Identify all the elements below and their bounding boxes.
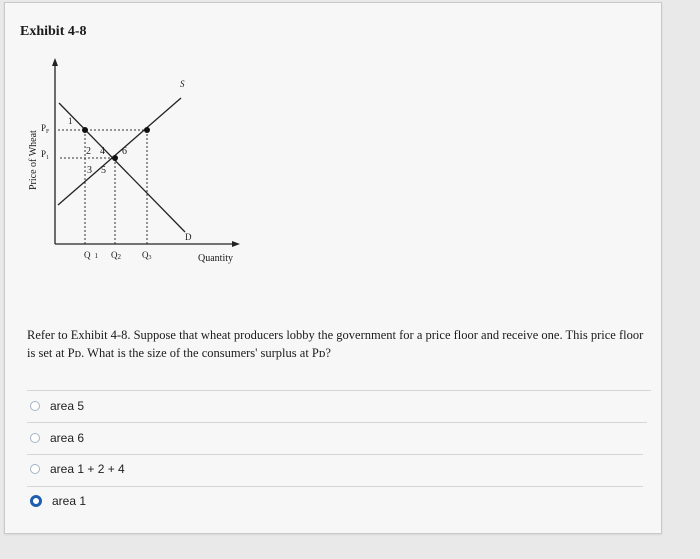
area-4-label: 4 <box>100 146 105 157</box>
exhibit-title: Exhibit 4-8 <box>20 24 87 39</box>
question-text: Refer to Exhibit 4-8. Suppose that wheat producers lobby the government for a price floor and receive one. This price floor is set at Pᴅ. What is the size of the consumers' surplus at Pᴅ? <box>27 328 644 360</box>
y-axis-label: Price of Wheat <box>28 130 39 190</box>
area-3-label: 3 <box>87 165 92 176</box>
option-label: area 5 <box>50 399 85 413</box>
option-label: area 1 + 2 + 4 <box>50 462 125 476</box>
equilibrium-price-label: $P_1$ <box>41 149 50 161</box>
supply-curve <box>58 98 181 205</box>
x-axis-arrow <box>232 241 240 247</box>
q3-label: Q3 <box>142 250 152 261</box>
area-2-label: 2 <box>86 146 91 157</box>
demand-curve <box>59 103 185 232</box>
radio-button-selected[interactable] <box>30 495 42 507</box>
option-area-6[interactable] <box>30 428 84 448</box>
divider <box>27 454 643 455</box>
y-axis-arrow <box>52 58 58 66</box>
option-area-1[interactable] <box>30 491 86 511</box>
demand-label: D <box>185 232 192 242</box>
divider <box>27 390 651 391</box>
price-floor-label: $P_F$ <box>41 123 50 135</box>
divider <box>27 422 647 423</box>
area-6-label: 6 <box>122 146 127 157</box>
area-5-label: 5 <box>101 165 106 176</box>
supply-label: S <box>180 79 185 89</box>
divider <box>27 486 643 487</box>
option-label: area 1 <box>52 494 87 508</box>
radio-button[interactable] <box>30 464 40 474</box>
equilibrium-point <box>112 155 118 161</box>
option-area-5[interactable] <box>30 396 84 416</box>
option-area-1-2-4[interactable] <box>30 459 125 479</box>
option-label: area 6 <box>50 431 85 445</box>
q1-label: Q 1 <box>84 250 98 260</box>
supply-point-pf <box>144 127 150 133</box>
x-axis-label: Quantity <box>198 253 233 264</box>
area-1-label: 1 <box>68 116 73 126</box>
radio-button[interactable] <box>30 433 40 443</box>
demand-point-pf <box>82 127 88 133</box>
radio-button[interactable] <box>30 401 40 411</box>
q2-label: Q2 <box>111 250 121 261</box>
